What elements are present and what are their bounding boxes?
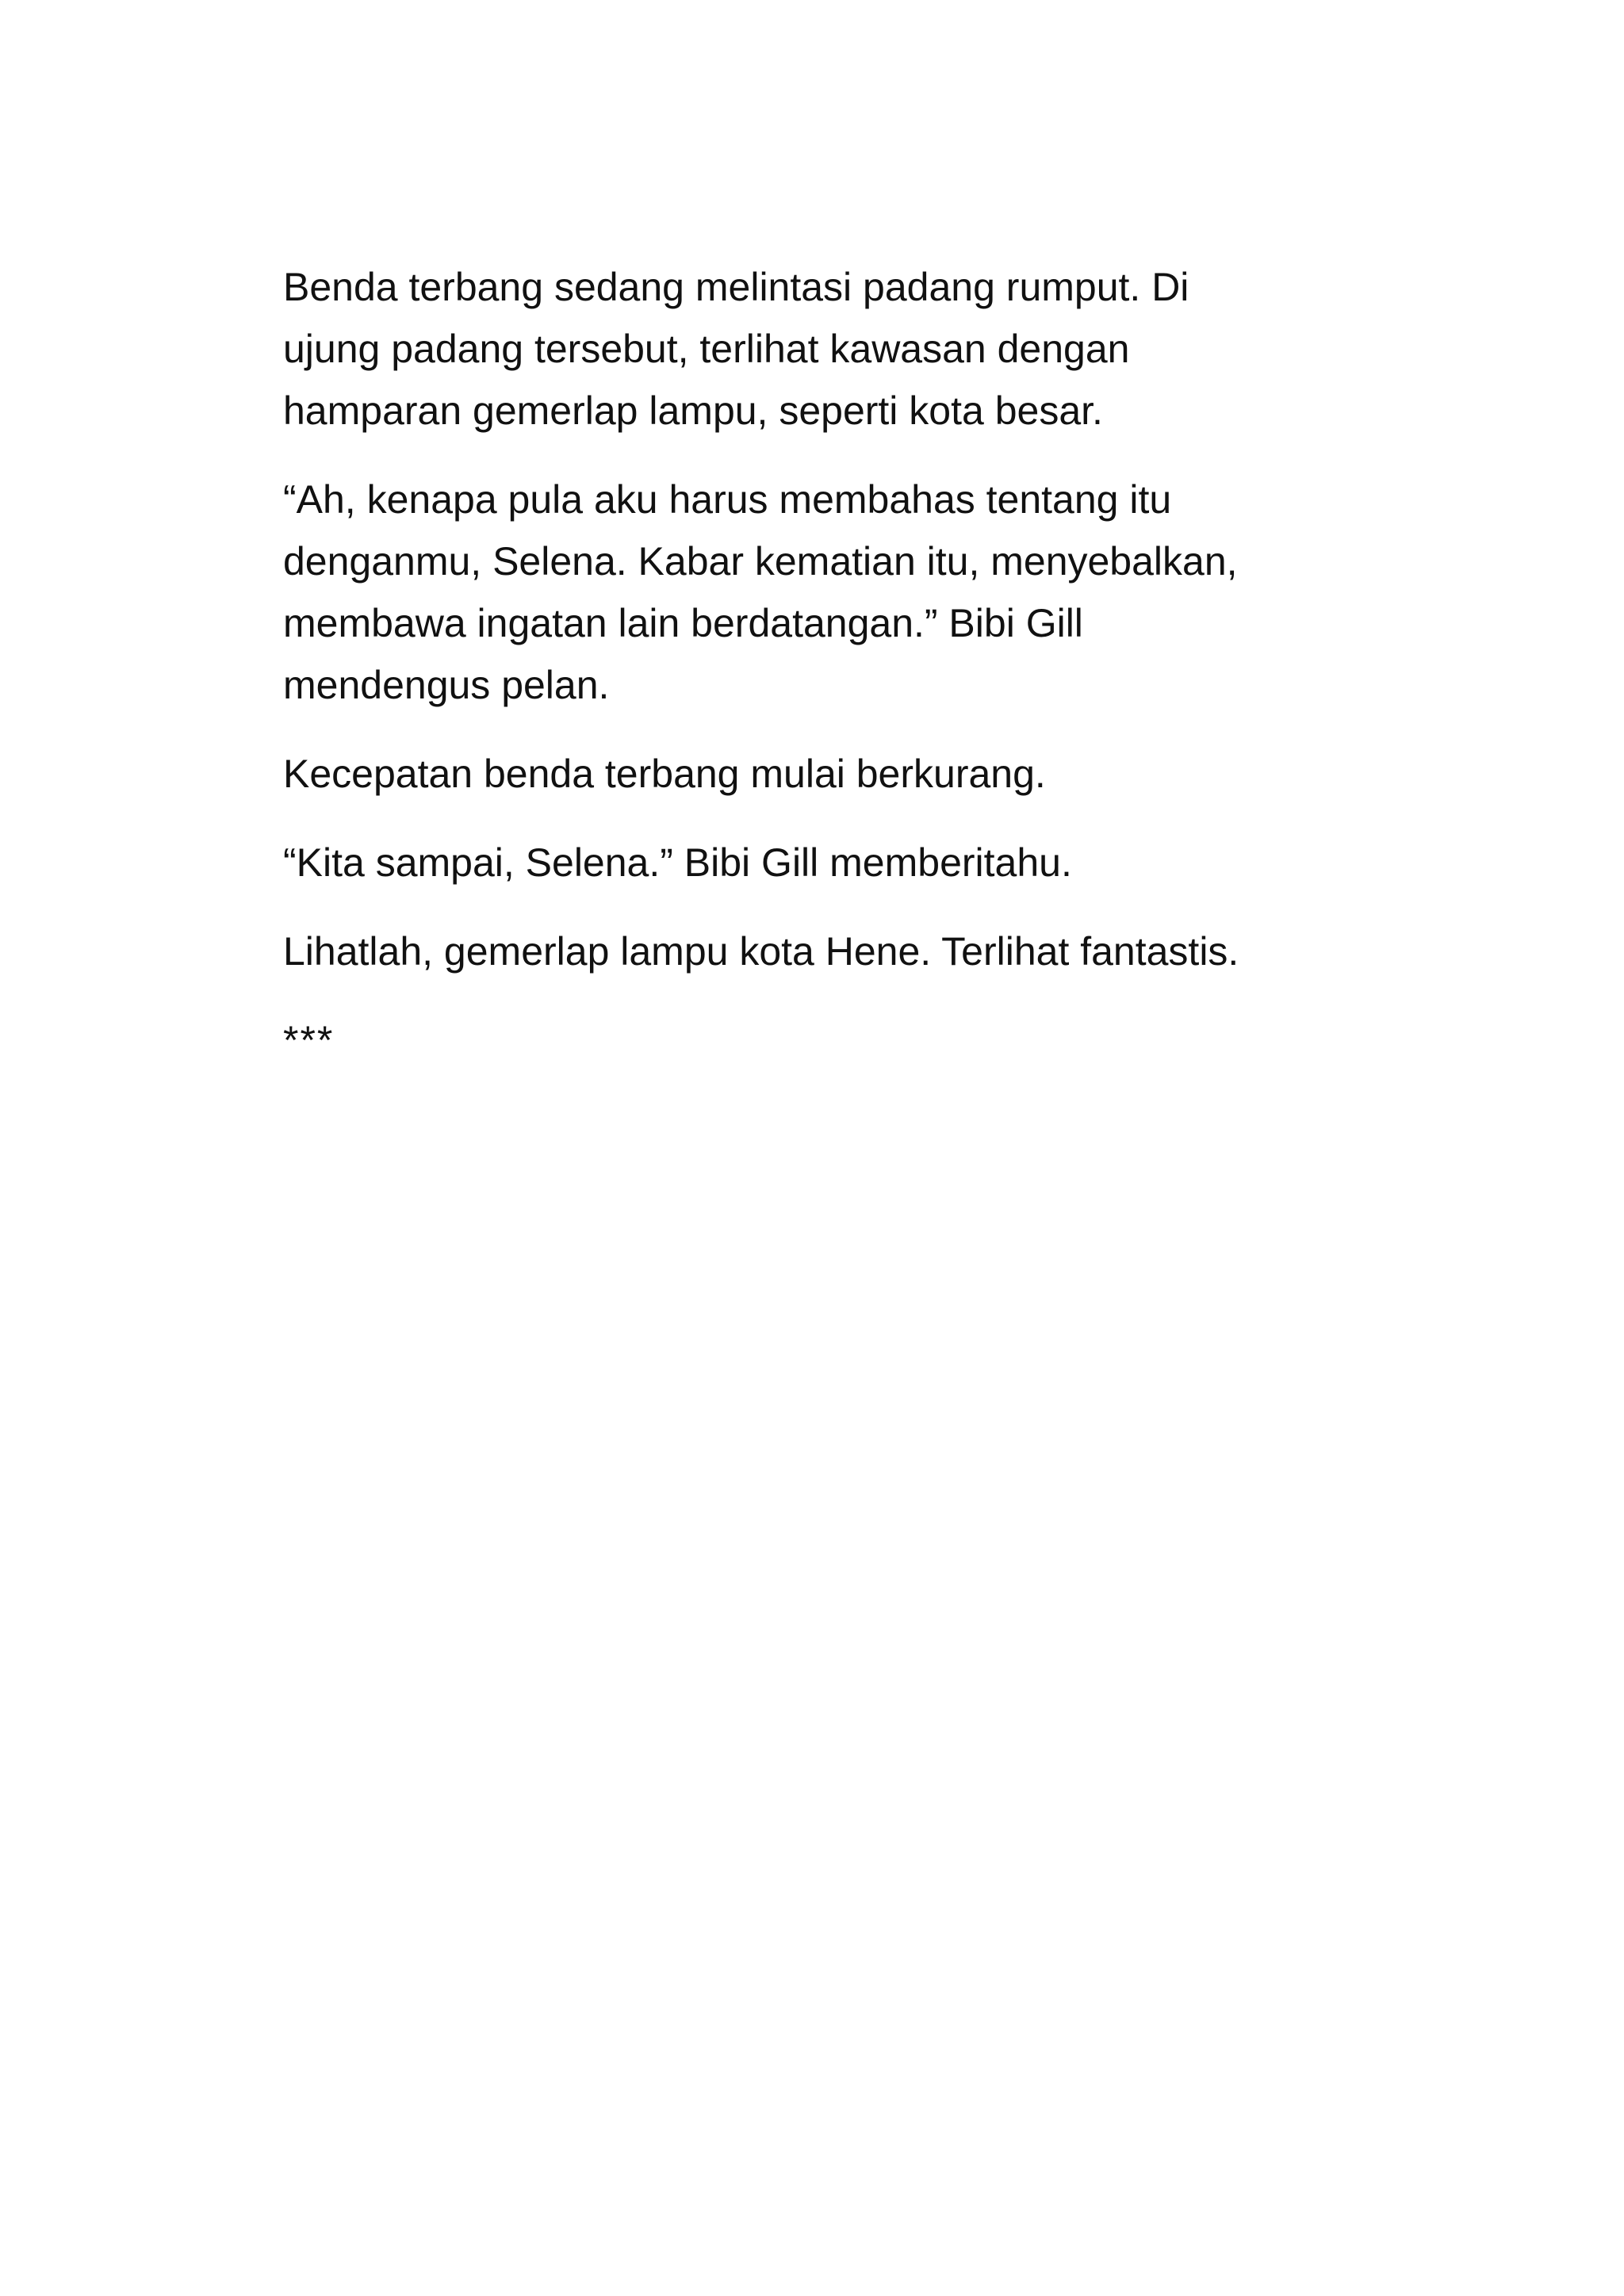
paragraph-line: Lihatlah, gemerlap lampu kota Hene. Terlihat fantastis.: [283, 929, 1239, 974]
paragraph-3: [283, 743, 1393, 805]
paragraph-4: [283, 832, 1393, 894]
paragraph-line: Kecepatan benda terbang mulai berkurang.: [283, 752, 1046, 796]
paragraph-line: membawa ingatan lain berdatangan.” Bibi Gill: [283, 601, 1083, 645]
paragraph-line: “Kita sampai, Selena.” Bibi Gill memberitahu.: [283, 840, 1072, 885]
paragraph-5: [283, 920, 1393, 982]
paragraph-line: denganmu, Selena. Kabar kematian itu, menyebalkan,: [283, 539, 1238, 584]
paragraph-line: “Ah, kenapa pula aku harus membahas tentang itu: [283, 477, 1172, 522]
paragraph-line: ujung padang tersebut, terlihat kawasan dengan: [283, 327, 1130, 371]
paragraph-1: [283, 256, 1393, 442]
paragraph-line: hamparan gemerlap lampu, seperti kota besar.: [283, 388, 1103, 433]
document-body: [283, 256, 1393, 1098]
paragraph-2: [283, 469, 1393, 716]
scene-break: ***: [283, 1018, 335, 1062]
paragraph-line: mendengus pelan.: [283, 663, 610, 707]
paragraph-line: Benda terbang sedang melintasi padang rumput. Di: [283, 265, 1189, 309]
